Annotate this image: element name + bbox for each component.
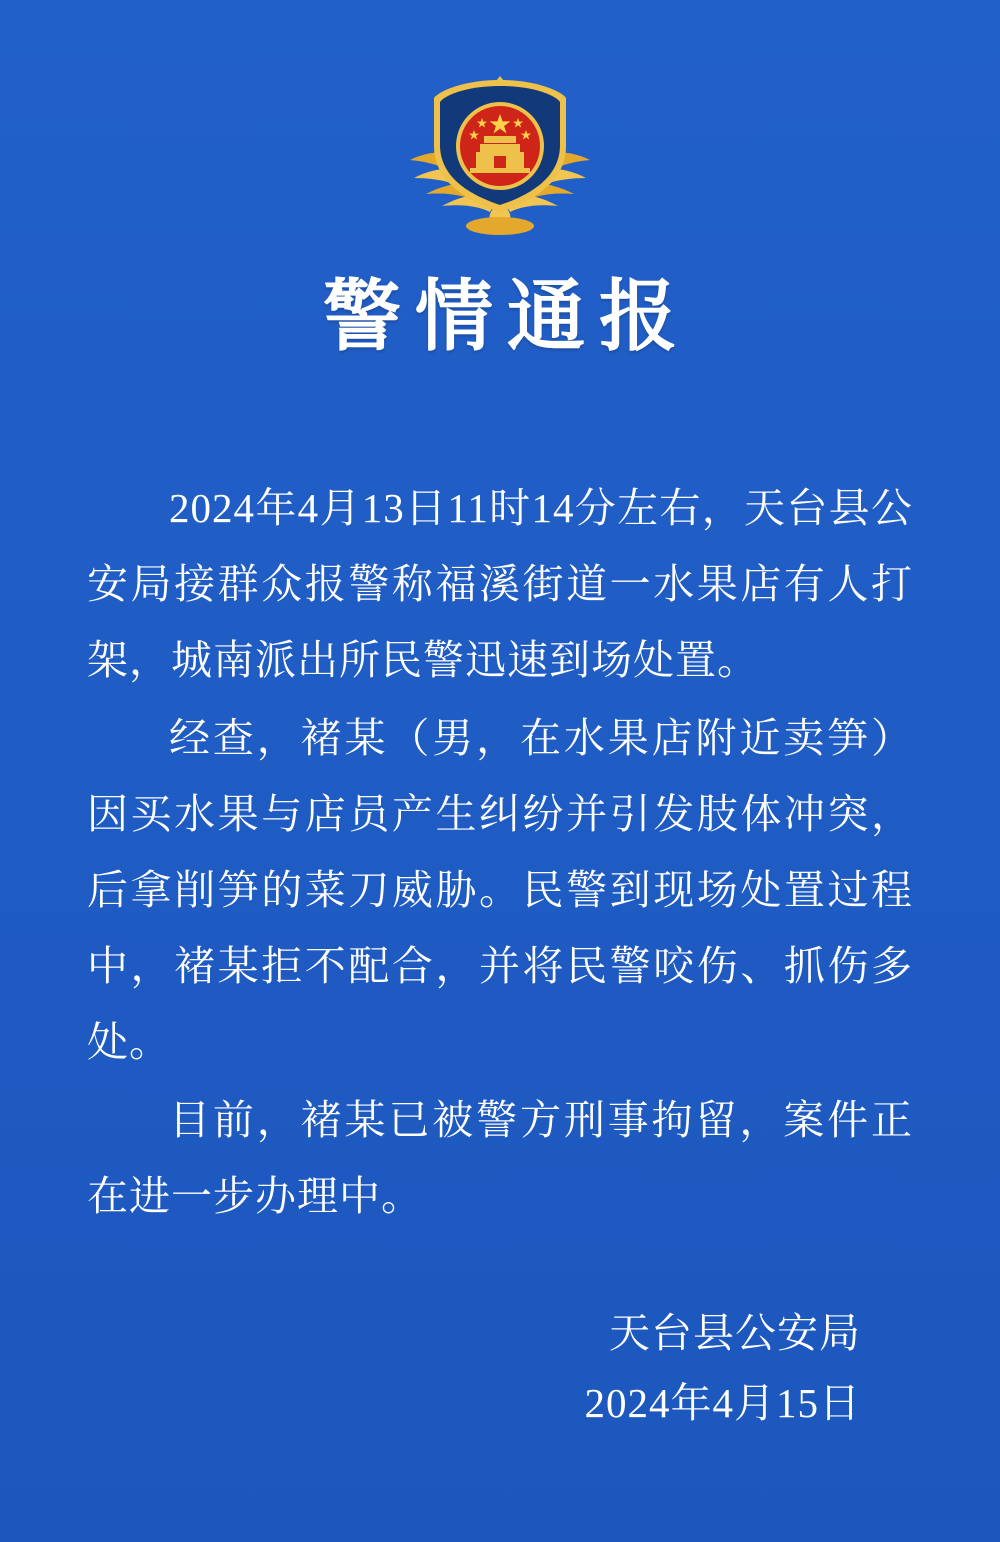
notice-paragraph-1: 2024年4月13日11时14分左右，天台县公安局接群众报警称福溪街道一水果店有人打架，城南派出所民警迅速到场处置。 bbox=[87, 485, 913, 684]
signature-date: 2024年4月15日 bbox=[584, 1380, 861, 1427]
signature-issuer: 天台县公安局 bbox=[609, 1310, 861, 1357]
notice-paragraph-2: 经查，褚某（男，在水果店附近卖笋）因买水果与店员产生纠纷并引发肢体冲突，后拿削笋的菜刀威胁。民警到现场处置过程中，褚某拒不配合，并将民警咬伤、抓伤多处。 bbox=[87, 715, 913, 1066]
china-police-badge-icon bbox=[390, 74, 610, 244]
notice-paragraph-3: 目前，褚某已被警方刑事拘留，案件正在进一步办理中。 bbox=[87, 1097, 913, 1220]
page-title: 警情通报 bbox=[322, 273, 691, 360]
signature-block bbox=[87, 1298, 913, 1438]
notice-body bbox=[87, 470, 913, 1236]
